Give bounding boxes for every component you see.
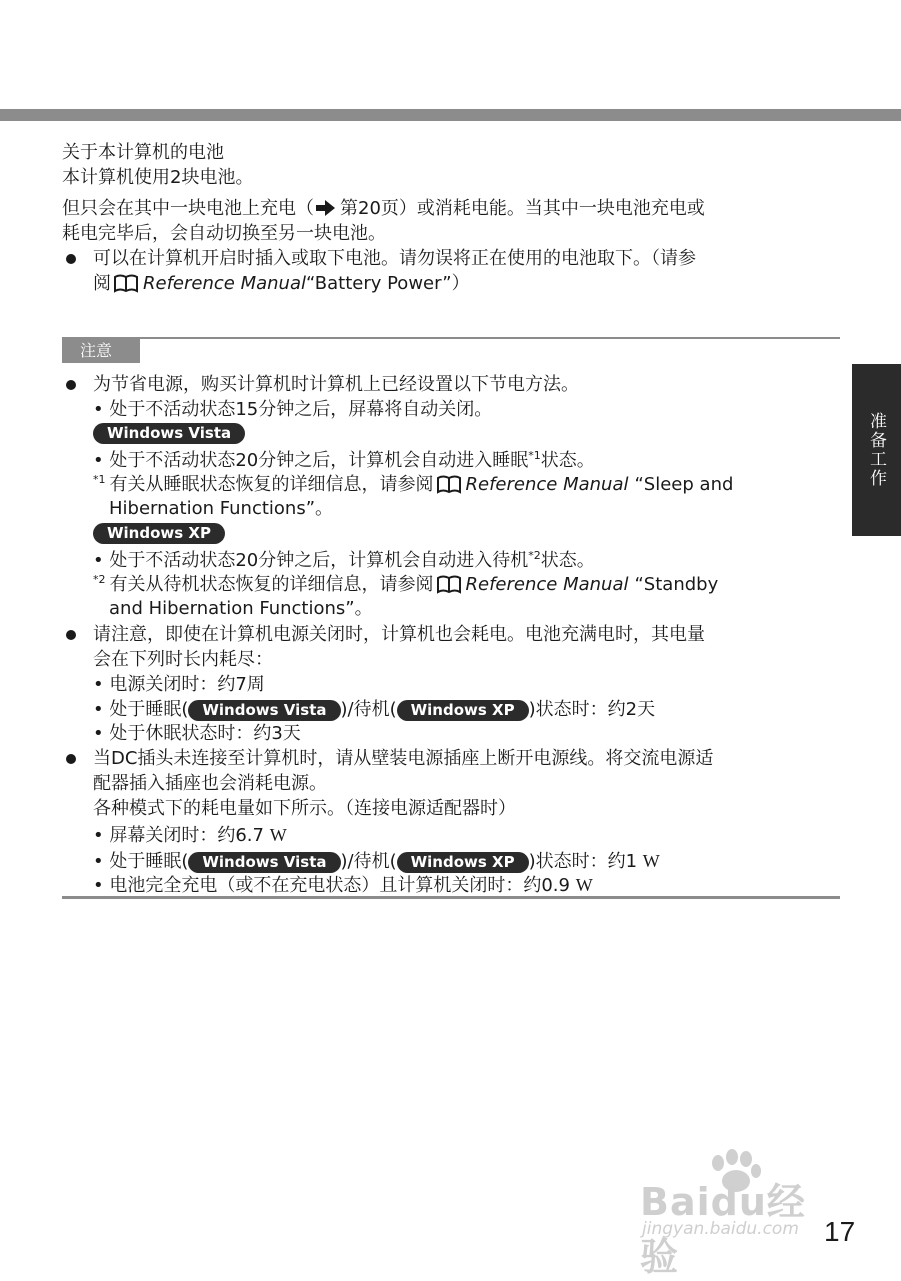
bullet-dot <box>66 630 76 640</box>
note-bullet-2-sub-3: • 处于休眠状态时：约3天 <box>93 723 301 744</box>
note-bullet-3c: 各种模式下的耗电量如下所示。（连接电源适配器时） <box>93 798 516 819</box>
bullet-dot <box>66 254 76 264</box>
footnote-2-mark: *2 <box>93 573 106 586</box>
footnote-2-text: 有关从待机状态恢复的详细信息，请参阅 <box>109 574 434 595</box>
footnote-2-line-b: and Hibernation Functions”。 <box>109 598 373 619</box>
intro-bullet-1b-pre: 阅 <box>93 273 111 294</box>
vista-sleep-line <box>93 449 595 473</box>
footnote-1-line-b: Hibernation Functions”。 <box>109 498 334 519</box>
watt-unit: W <box>269 825 287 845</box>
note-bullet-1-sub-1: • 处于不活动状态15分钟之后，屏幕将自动关闭。 <box>93 399 493 420</box>
footnote-1-mark: *1 <box>93 473 106 486</box>
note-bullet-3a: 当DC插头未连接至计算机时，请从壁装电源插座上断开电源线。将交流电源适 <box>93 748 714 769</box>
xp-standby-line <box>93 549 595 573</box>
reference-manual-book-icon <box>113 273 139 293</box>
vista-sleep-text: • 处于不活动状态20分钟之后，计算机会自动进入睡眠 <box>93 450 529 471</box>
watt-unit: W <box>642 851 660 871</box>
bullet-dot <box>66 380 76 390</box>
footnote-1-text: 有关从睡眠状态恢复的详细信息，请参阅 <box>109 474 434 495</box>
note-bullet-2-sub-2 <box>93 698 655 722</box>
intro-line-1: 本计算机使用2块电池。 <box>62 167 254 188</box>
bullet-dot <box>66 754 76 764</box>
watermark-brand: Baidu经验 <box>640 1180 806 1279</box>
standby-label: )/待机( <box>340 851 397 872</box>
reference-manual-book-icon <box>436 574 462 594</box>
chapter-side-tab[interactable] <box>852 364 901 536</box>
sleep-standby-power: )状态时：约1 <box>528 851 643 872</box>
intro-line-2 <box>62 197 705 221</box>
watermark-url: jingyan.baidu.com <box>642 1219 799 1239</box>
note-bottom-rule <box>62 896 840 899</box>
full-charge-power: • 电池完全充电（或不在充电状态）且计算机关闭时：约0.9 <box>93 875 576 896</box>
footnote-1-post: “Sleep and <box>634 474 734 495</box>
windows-xp-badge: Windows XP <box>93 523 225 544</box>
xp-standby-suffix: 状态。 <box>540 550 595 571</box>
windows-vista-badge: Windows Vista <box>188 700 340 721</box>
arrow-right-icon <box>314 199 336 217</box>
reference-manual-link[interactable]: Reference Manual <box>465 474 629 495</box>
footnote-2-post: “Standby <box>634 574 719 595</box>
windows-vista-badge: Windows Vista <box>93 423 245 444</box>
standby-label: )/待机( <box>340 699 397 720</box>
intro-line-2-text-a: 但只会在其中一块电池上充电（ <box>62 198 314 219</box>
intro-bullet-1b-post: “Battery Power”） <box>305 273 470 294</box>
sleep-standby-duration: )状态时：约2天 <box>528 699 656 720</box>
watt-unit: W <box>575 875 593 895</box>
top-header-bar <box>0 109 901 121</box>
windows-xp-badge: Windows XP <box>397 852 529 873</box>
windows-xp-badge: Windows XP <box>397 700 529 721</box>
intro-line-3: 耗电完毕后，会自动切换至另一块电池。 <box>62 223 386 244</box>
note-bullet-3-sub-2 <box>93 849 660 874</box>
windows-vista-badge: Windows Vista <box>188 852 340 873</box>
note-bullet-3-sub-1 <box>93 823 287 848</box>
footnote-2-marker: *2 <box>528 549 541 562</box>
intro-bullet-1b <box>93 272 470 296</box>
sleep-label: • 处于睡眠( <box>93 699 189 720</box>
note-bullet-2a: 请注意，即使在计算机电源关闭时，计算机也会耗电。电池充满电时，其电量 <box>93 624 705 645</box>
chapter-side-tab-label: 准备工作 <box>866 412 886 488</box>
xp-standby-text: • 处于不活动状态20分钟之后，计算机会自动进入待机 <box>93 550 529 571</box>
note-bullet-3b: 配器插入插座也会消耗电源。 <box>93 773 327 794</box>
footnote-1-line-a <box>93 473 733 497</box>
note-bullet-1: 为节省电源，购买计算机时计算机上已经设置以下节电方法。 <box>93 374 579 395</box>
footnote-1-marker: *1 <box>528 449 541 462</box>
sleep-label: • 处于睡眠( <box>93 851 189 872</box>
reference-manual-link[interactable]: Reference Manual <box>143 273 306 294</box>
screen-off-power: • 屏幕关闭时：约6.7 <box>93 825 270 846</box>
note-bullet-2-sub-1: • 电源关闭时：约7周 <box>93 674 265 695</box>
page-number: 17 <box>824 1216 856 1247</box>
reference-manual-book-icon <box>436 474 462 494</box>
note-label: 注意 <box>62 339 140 363</box>
page-reference-link[interactable]: 第20页）或消耗电能。当其中一块电池充电或 <box>340 198 705 219</box>
vista-sleep-suffix: 状态。 <box>540 450 595 471</box>
reference-manual-link[interactable]: Reference Manual <box>465 574 629 595</box>
battery-heading: 关于本计算机的电池 <box>62 142 224 163</box>
footnote-2-line-a <box>93 573 718 597</box>
note-bullet-2b: 会在下列时长内耗尽： <box>93 649 273 670</box>
note-top-rule <box>62 337 840 339</box>
note-bullet-3-sub-3 <box>93 873 593 898</box>
intro-bullet-1a: 可以在计算机开启时插入或取下电池。请勿误将正在使用的电池取下。（请参 <box>93 248 696 269</box>
